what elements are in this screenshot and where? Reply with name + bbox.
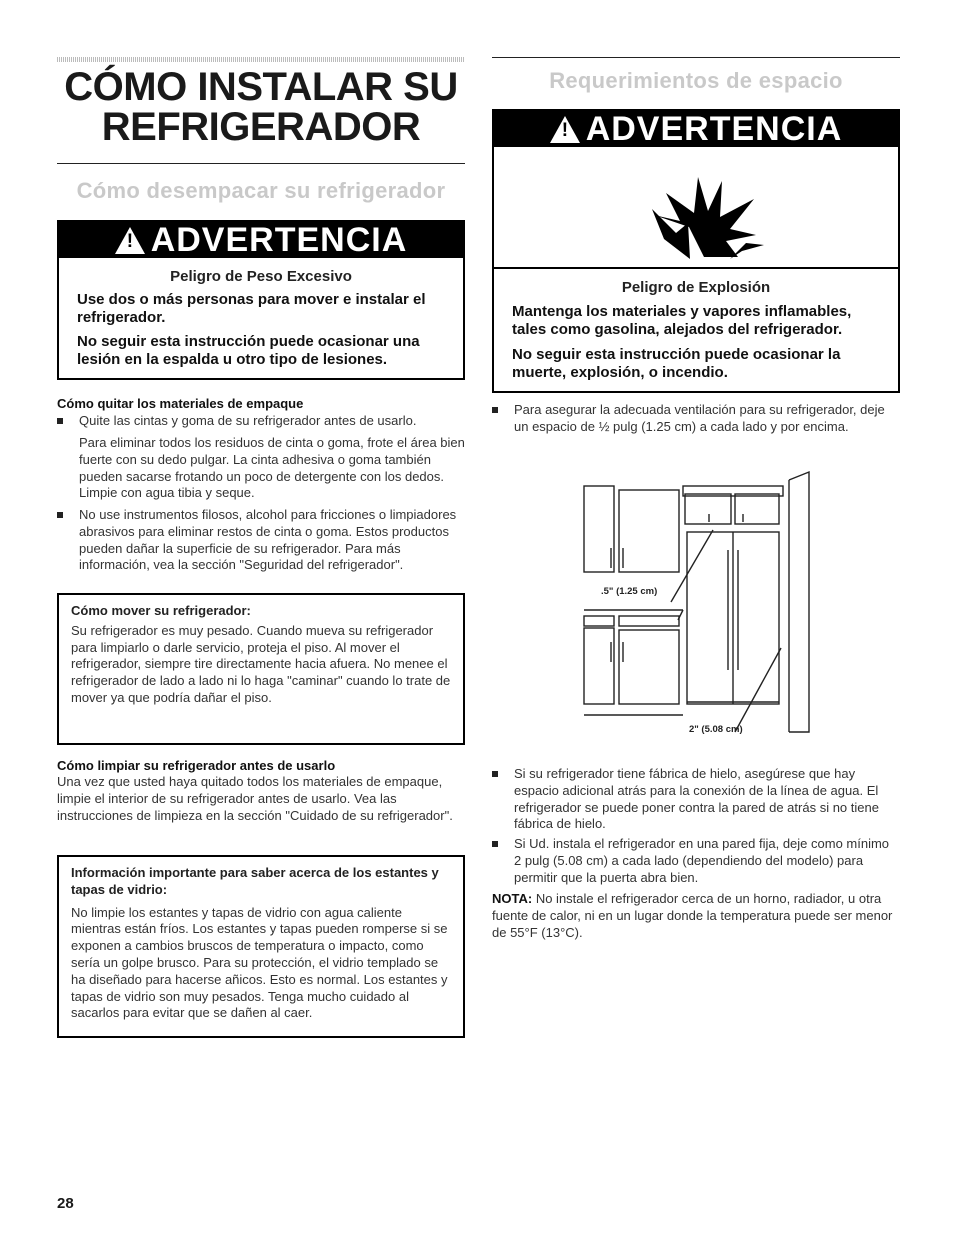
- bullet-text: Si Ud. instala el refrigerador en una pared fija, deje como mínimo 2 pulg (5.08 cm) a cada lado (dependiendo del modelo) para permitir que la puerta abra bien.: [514, 836, 890, 885]
- bullet-remove-tape: [57, 413, 465, 430]
- warning-header-label: ADVERTENCIA: [585, 109, 843, 148]
- glass-shelves-box: [57, 855, 465, 1038]
- warning-line2: No seguir esta instrucción puede ocasionar una lesión en la espalda u otro tipo de lesiones.: [77, 333, 420, 368]
- warning-box-weight: [57, 220, 465, 380]
- page-number: 28: [57, 1195, 74, 1212]
- bullet-fixed-wall: [492, 836, 897, 886]
- bullet-text: Para asegurar la adecuada ventilación para su refrigerador, deje un espacio de ½ pulg (1.25 cm) a cada lado y por encima.: [514, 402, 885, 434]
- note-label: NOTA:: [492, 891, 533, 906]
- diagram-label-bottom: 2" (5.08 cm): [689, 724, 743, 735]
- clean-heading: Cómo limpiar su refrigerador antes de usarlo: [57, 758, 336, 773]
- warning-header-label: ADVERTENCIA: [150, 220, 408, 259]
- section-title-space: Requerimientos de espacio: [549, 68, 843, 93]
- bullet-text: No use instrumentos filosos, alcohol para fricciones o limpiadores abrasivos para eliminar restos de cinta o goma. Estos productos pueden dañar la superficie de su refrigerador. Para más información, vea la sección "Seguridad del refrigerador".: [79, 507, 457, 573]
- warning-triangle-icon: !: [115, 227, 145, 254]
- remove-packing-heading: Cómo quitar los materiales de empaque: [57, 396, 304, 411]
- clean-paragraph: Una vez que usted haya quitado todos los materiales de empaque, limpie el interior de su refrigerador antes de usarlo. Vea las instrucciones de limpieza en la sección "Cuidado de su refrigerador".: [57, 774, 453, 823]
- diagram-label-top: .5" (1.25 cm): [601, 586, 658, 597]
- page-title: [57, 67, 465, 147]
- warning-subtitle: Peligro de Explosión: [621, 279, 771, 296]
- bullet-square-icon: [492, 841, 498, 847]
- bullet-text: Si su refrigerador tiene fábrica de hielo, asegúrese que hay espacio adicional atrás para la conexión de la línea de agua. El refrigerador se puede poner contra la pared de atrás si no tiene fábrica de hielo.: [514, 766, 879, 832]
- bullet-square-icon: [492, 771, 498, 777]
- bullet-square-icon: [492, 407, 498, 413]
- clearance-diagram: [583, 470, 815, 740]
- bullet-ventilation: [492, 402, 897, 436]
- move-refrigerator-box: [57, 593, 465, 745]
- warning-subtitle: Peligro de Peso Excesivo: [170, 268, 352, 285]
- warning-header: [494, 111, 898, 147]
- top-rule-right: [492, 57, 900, 58]
- warning-line1: Mantenga los materiales y vapores inflamables, tales como gasolina, alejados del refrigerador.: [512, 303, 852, 338]
- move-box-heading: Cómo mover su refrigerador:: [71, 603, 251, 618]
- glass-box-text: No limpie los estantes y tapas de vidrio con agua caliente mientras están fríos. Los estantes y tapas pueden romperse si se exponen a cambios bruscos de temperatura o impacto, como sería un golpe brusco. Para su protección, el vidrio templado se ha diseñado para hacerse añicos. Esto es normal. Los estantes y tapas de vidrio son muy pesados. Tenga mucho cuidado al sacarlos para evitar que se dañen al caer.: [71, 904, 448, 1021]
- tape-residue-paragraph: Para eliminar todos los residuos de cinta o goma, frote el área bien fuerte con su dedo pulgar. La cinta adhesiva o goma también pueden sacarse frotando un poco de detergente con los dedos. Limpie con agua tibia y seque.: [79, 435, 465, 501]
- page-title-line1: CÓMO INSTALAR SU: [64, 65, 458, 109]
- bullet-square-icon: [57, 418, 63, 424]
- bullet-square-icon: [57, 512, 63, 518]
- note-paragraph: [492, 891, 897, 941]
- warning-box-explosion: [492, 109, 900, 393]
- title-divider: [57, 163, 465, 164]
- bullet-ice-maker: [492, 766, 897, 833]
- warning-line2: No seguir esta instrucción puede ocasionar la muerte, explosión, o incendio.: [512, 346, 841, 381]
- section-title-unpack: Cómo desempacar su refrigerador: [76, 178, 446, 203]
- note-text: No instale el refrigerador cerca de un horno, radiador, u otra fuente de calor, ni en un lugar donde la temperatura puede ser menor de 55°F (13°C).: [492, 891, 893, 940]
- bullet-text: Quite las cintas y goma de su refrigerador antes de usarlo.: [79, 413, 417, 428]
- warning-header: [59, 222, 463, 258]
- warning-triangle-icon: !: [550, 116, 580, 143]
- glass-box-heading: Información importante para saber acerca de los estantes y tapas de vidrio:: [71, 865, 439, 897]
- top-rule-left: [57, 57, 465, 62]
- bullet-no-sharp-tools: [57, 507, 465, 574]
- move-box-text: Su refrigerador es muy pesado. Cuando mueva su refrigerador para limpiarlo o darle servicio, proteja el piso. Al mover el refrigerador, siempre tire directamente hacia afuera. No menee el refrigerador de lado a lado ni lo haga "caminar" cuando lo trate de mover ya que podría dañar el piso.: [71, 622, 451, 705]
- warning-line1: Use dos o más personas para mover e instalar el refrigerador.: [77, 291, 426, 326]
- page-title-line2: REFRIGERADOR: [101, 105, 421, 149]
- explosion-icon: [494, 147, 898, 269]
